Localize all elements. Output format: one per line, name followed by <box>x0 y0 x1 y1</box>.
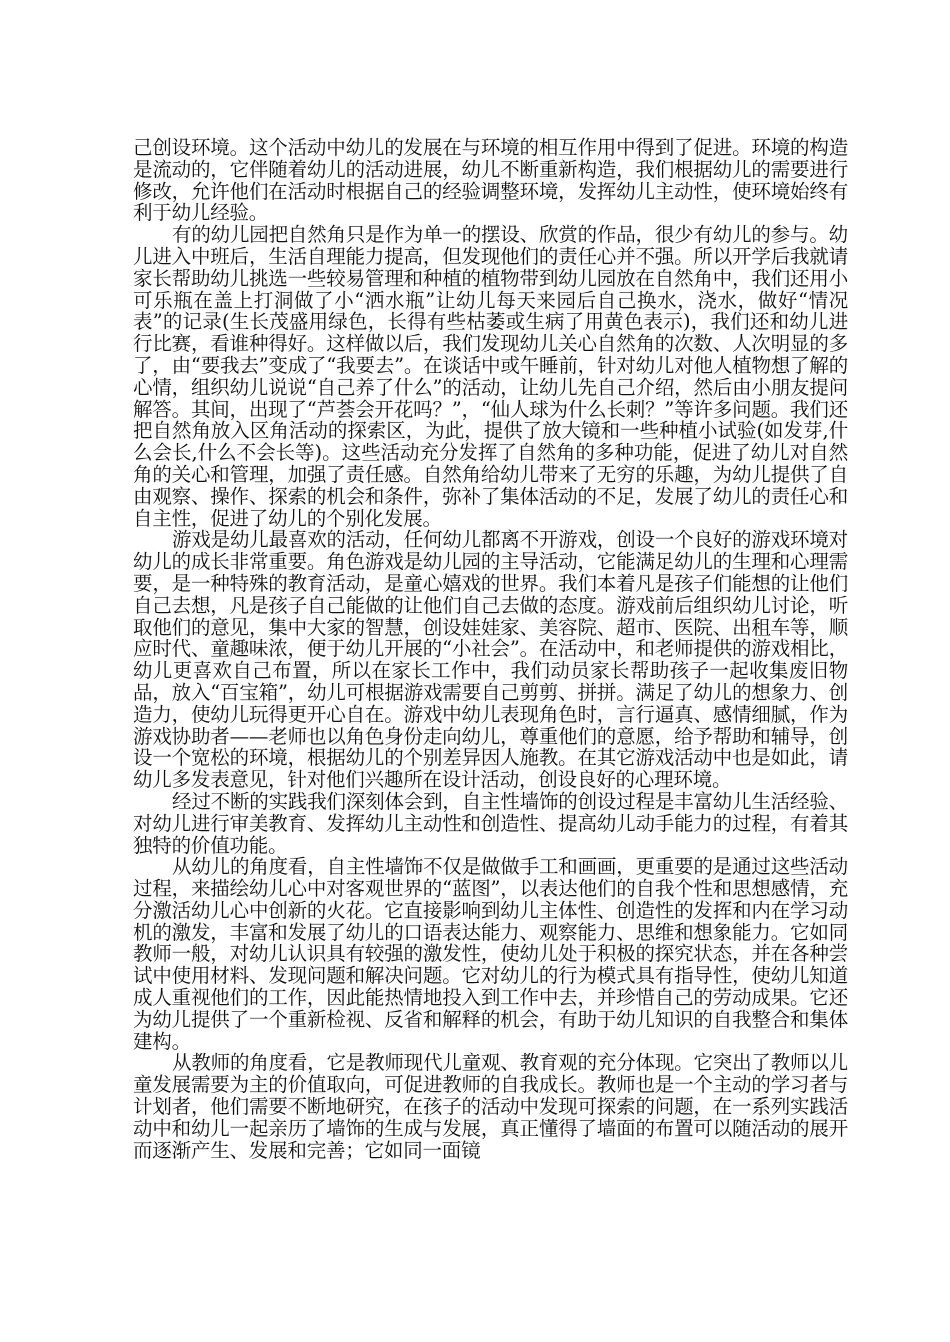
paragraph-5: 从幼儿的角度看，自主性墙饰不仅是做做手工和画画，更重要的是通过这些活动过程，来描绘幼儿心中对客观世界的“蓝图”，以表达他们的自我个性和思想感情，充分激活幼儿心中创新的火花。它直接影响到幼儿主体性、创造性的发挥和内在学习动机的激发，丰富和发展了幼儿的口语表达能力、观察能力、思维和想象能力。它如同教师一般，对幼儿认识具有较强的激发性，使幼儿处于积极的探究状态，并在各种尝试中使用材料、发现问题和解决问题。它对幼儿的行为模式具有指导性，使幼儿知道成人重视他们的工作，因此能热情地投入到工作中去，并珍惜自己的劳动成果。它还为幼儿提供了一个重新检视、反省和解释的机会，有助于幼儿知识的自我整合和集体建构。 <box>133 855 848 1053</box>
paragraph-2: 有的幼儿园把自然角只是作为单一的摆设、欣赏的作品，很少有幼儿的参与。幼儿进入中班后，生活自理能力提高，但发现他们的责任心并不强。所以开学后我就请家长帮助幼儿挑选一些较易管理和种植的植物带到幼儿园放在自然角中，我们还用小可乐瓶在盖上打洞做了小“洒水瓶”让幼儿每天来园后自己换水，浇水，做好“情况表”的记录(生长茂盛用绿色，长得有些枯萎或生病了用黄色表示)，我们还和幼儿进行比赛，看谁种得好。这样做以后，我们发现幼儿关心自然角的次数、人次明显的多了，由“要我去”变成了“我要去”。在谈话中或午睡前，针对幼儿对他人植物想了解的心情，组织幼儿说说“自己养了什么”的活动，让幼儿先自己介绍，然后由小朋友提问解答。其间，出现了“芦荟会开花吗？”，“仙人球为什么长刺？”等许多问题。我们还把自然角放入区角活动的探索区，为此，提供了放大镜和一些种植小试验(如发芽,什么会长,什么不会长等)。这些活动充分发挥了自然角的多种功能，促进了幼儿对自然角的关心和管理，加强了责任感。自然角给幼儿带来了无穷的乐趣，为幼儿提供了自由观察、操作、探索的机会和条件，弥补了集体活动的不足，发展了幼儿的责任心和自主性，促进了幼儿的个别化发展。 <box>133 223 848 530</box>
paragraph-1: 己创设环境。这个活动中幼儿的发展在与环境的相互作用中得到了促进。环境的构造是流动的，它伴随着幼儿的活动进展，幼儿不断重新构造，我们根据幼儿的需要进行修改，允许他们在活动时根据自己的经验调整环境，发挥幼儿主动性，使环境始终有利于幼儿经验。 <box>133 136 848 225</box>
paragraph-6: 从教师的角度看，它是教师现代儿童观、教育观的充分体现。它突出了教师以儿童发展需要为主的价值取向，可促进教师的自我成长。教师也是一个主动的学习者与计划者，他们需要不断地研究，在孩子的活动中发现可探索的问题，在一系列实践活动中和幼儿一起亲历了墙饰的生成与发展，真正懂得了墙面的布置可以随活动的展开而逐渐产生、发展和完善；它如同一面镜 <box>133 1051 848 1162</box>
paragraph-4: 经过不断的实践我们深刻体会到，自主性墙饰的创设过程是丰富幼儿生活经验、对幼儿进行审美教育、发挥幼儿主动性和创造性、提高幼儿动手能力的过程，有着其独特的价值功能。 <box>133 789 848 857</box>
paragraph-3: 游戏是幼儿最喜欢的活动，任何幼儿都离不开游戏，创设一个良好的游戏环境对幼儿的成长非常重要。角色游戏是幼儿园的主导活动，它能满足幼儿的生理和心理需要，是一种特殊的教育活动，是童心嬉戏的世界。我们本着凡是孩子们能想的让他们自己去想，凡是孩子自己能做的让他们自己去做的态度。游戏前后组织幼儿讨论，听取他们的意见，集中大家的智慧，创设娃娃家、美容院、超市、医院、出租车等，顺应时代、童趣味浓，便于幼儿开展的“小社会”。在活动中，和老师提供的游戏相比，幼儿更喜欢自己布置，所以在家长工作中，我们动员家长帮助孩子一起收集废旧物品，放入“百宝箱”，幼儿可根据游戏需要自己剪剪、拼拼。满足了幼儿的想象力、创造力，使幼儿玩得更开心自在。游戏中幼儿表现角色时，言行逼真、感情细腻，作为游戏协助者——老师也以角色身份走向幼儿，尊重他们的意愿，给予帮助和辅导，创设一个宽松的环境，根据幼儿的个别差异因人施教。在其它游戏活动中也是如此，请幼儿多发表意见，针对他们兴趣所在设计活动，创设良好的心理环境。 <box>133 528 848 792</box>
document-body <box>133 137 848 1161</box>
